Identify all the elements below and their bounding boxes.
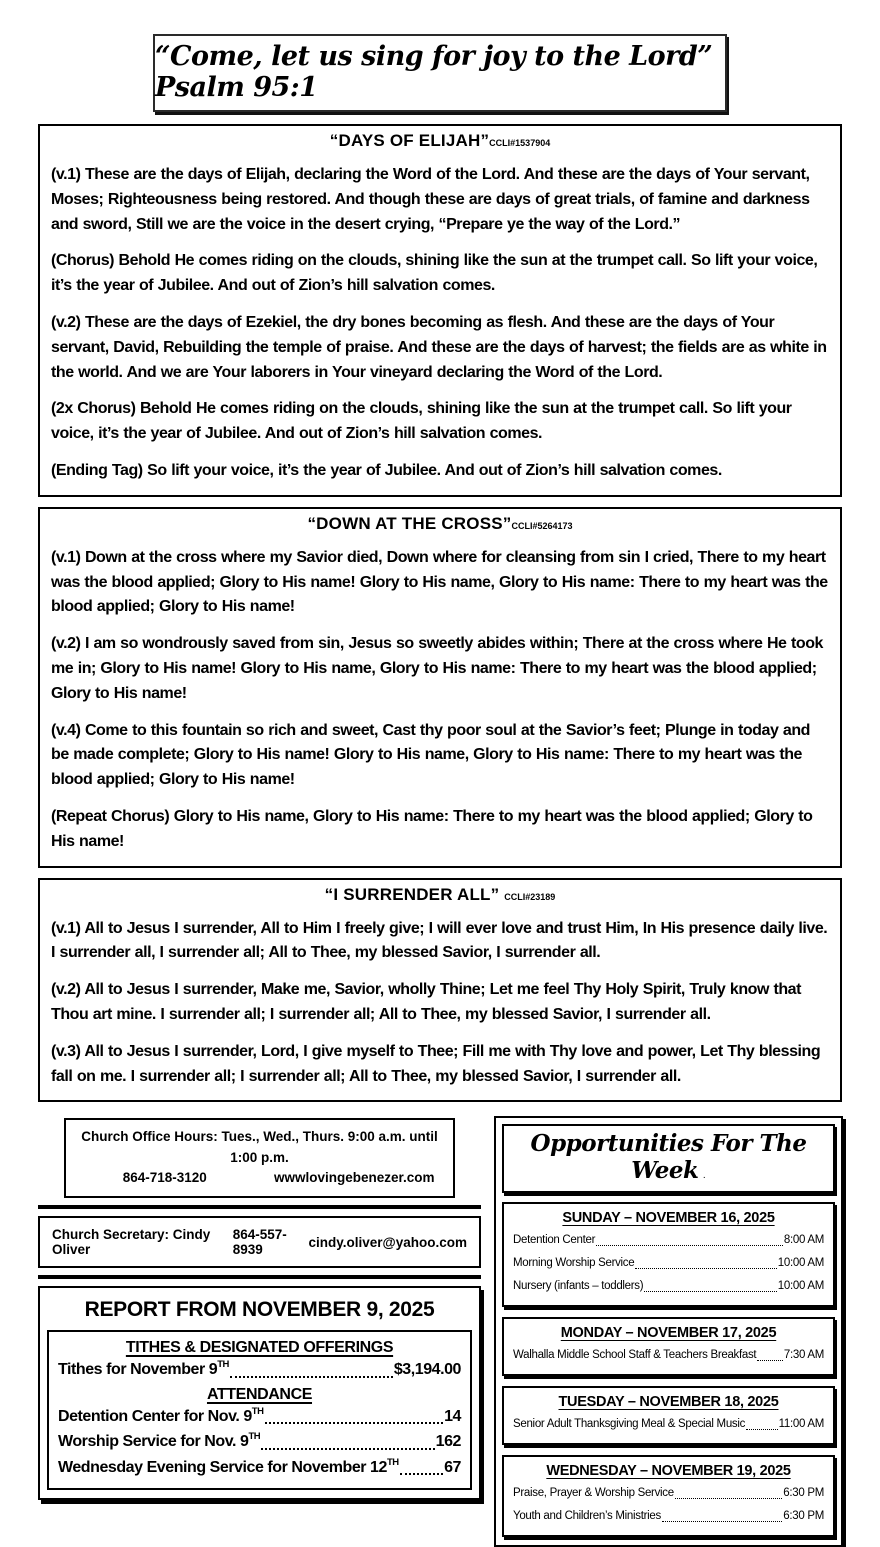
song-lyrics	[51, 163, 829, 484]
song-title: “DOWN AT THE CROSS”	[307, 513, 512, 533]
event-label: Youth and Children’s Ministries	[513, 1510, 661, 1523]
event-label: Senior Adult Thanksgiving Meal & Special Music	[513, 1418, 746, 1431]
event-label: Praise, Prayer & Worship Service	[513, 1487, 674, 1500]
row-label: Wednesday Evening Service for November 12	[58, 1458, 387, 1476]
row-label: Worship Service for Nov. 9	[58, 1433, 249, 1451]
office-website: wwwlovingebenezer.com	[273, 1169, 435, 1185]
dot-leader	[635, 1268, 776, 1269]
event-label: Detention Center	[513, 1234, 596, 1247]
row-value: 162	[435, 1433, 461, 1451]
day-heading: SUNDAY – NOVEMBER 16, 2025	[562, 1210, 775, 1227]
scripture-banner	[153, 34, 727, 112]
attendance-row	[58, 1429, 461, 1455]
row-value: 14	[444, 1407, 461, 1425]
event-row	[513, 1413, 824, 1436]
song-title-row	[51, 514, 829, 534]
church-info-column	[38, 1116, 481, 1500]
dot-leader	[400, 1473, 443, 1475]
row-label: Detention Center for Nov. 9	[58, 1407, 252, 1425]
row-ordinal: TH	[248, 1431, 261, 1443]
song-title-row	[51, 131, 829, 151]
attendance-heading: ATTENDANCE	[206, 1385, 313, 1403]
attendance-rows	[58, 1404, 461, 1481]
day-box-sunday	[502, 1202, 835, 1307]
dot-leader	[265, 1422, 444, 1424]
lyric-paragraph: (v.2) These are the days of Ezekiel, the dry bones becoming as flesh. And these are the days of Your servant, David, Rebuilding the temple of praise. And these are the days of harvest; the fields are as white in the world. And we are Your laborers in Your vineyard declaring the Word of the Lord.	[51, 313, 827, 381]
office-contact-row	[70, 1168, 449, 1188]
row-ordinal: TH	[386, 1456, 399, 1468]
row-ordinal: TH	[217, 1359, 229, 1371]
dot-leader	[662, 1521, 782, 1522]
dot-leader	[644, 1291, 777, 1292]
day-events	[513, 1344, 824, 1367]
lyric-paragraph: (v.2) All to Jesus I surrender, Make me, Savior, wholly Thine; Let me feel Thy Holy Spirit, Truly know that Thou art mine. I surrender all; I surrender all; All to Thee, my blessed Savior, I surrender all.	[51, 981, 801, 1023]
event-row	[513, 1344, 824, 1367]
day-box-tuesday	[502, 1386, 835, 1445]
secretary-phone: 864-557-8939	[232, 1227, 287, 1258]
secretary-email: cindy.oliver@yahoo.com	[308, 1234, 467, 1250]
day-events	[513, 1482, 824, 1528]
bottom-section	[38, 1116, 842, 1547]
day-events	[513, 1413, 824, 1436]
event-label: Nursery (infants – toddlers)	[513, 1280, 644, 1293]
tithes-rows	[58, 1357, 461, 1383]
event-row	[513, 1482, 824, 1505]
office-hours-box	[64, 1118, 455, 1198]
event-time: 6:30 PM	[783, 1487, 824, 1500]
lyric-paragraph: (v.1) Down at the cross where my Savior died, Down where for cleansing from sin I cried, There to my heart was the blood applied; Glory to His name! Glory to His name, Glory to His name: There to my heart was the blood applied; Glory to His name!	[51, 548, 828, 616]
ccli-number: CCLI#1537904	[489, 138, 551, 148]
song-box-days-of-elijah	[38, 124, 842, 497]
divider-rule	[38, 1275, 481, 1279]
secretary-box	[38, 1216, 481, 1268]
dot-leader	[746, 1429, 778, 1430]
song-box-i-surrender-all	[38, 878, 842, 1103]
row-ordinal: TH	[251, 1405, 264, 1417]
scripture-banner-text: “Come, let us sing for joy to the Lord” Psalm 95:1	[155, 41, 713, 103]
dot-leader	[675, 1498, 782, 1499]
attendance-row	[58, 1404, 461, 1430]
day-events	[513, 1229, 824, 1298]
song-title: “I SURRENDER ALL”	[324, 884, 500, 904]
dot-leader	[230, 1376, 393, 1378]
lyric-paragraph: (Chorus) Behold He comes riding on the clouds, shining like the sun at the trumpet call. So lift your voice, it’s the year of Jubilee. And out of Zion’s hill salvation comes.	[51, 252, 818, 295]
lyric-paragraph: (Ending Tag) So lift your voice, it’s the year of Jubilee. And out of Zion’s hill salvation comes.	[51, 461, 722, 479]
song-box-down-at-the-cross	[38, 507, 842, 868]
dot-leader	[757, 1360, 783, 1361]
tithes-row	[58, 1357, 461, 1383]
event-row	[513, 1229, 824, 1252]
event-row	[513, 1275, 824, 1298]
opportunities-column	[494, 1116, 843, 1547]
row-value: 67	[444, 1458, 461, 1476]
lyric-paragraph: (v.1) These are the days of Elijah, declaring the Word of the Lord. And these are the days of Your servant, Moses; Righteousness being restored. And though these are days of great trials, of famine and darkness and sword, Still we are the voice in the desert crying, “Prepare ye the way of the Lord.”	[51, 166, 810, 233]
day-heading: WEDNESDAY – NOVEMBER 19, 2025	[546, 1463, 791, 1480]
lyric-paragraph: (Repeat Chorus) Glory to His name, Glory to His name: There to my heart was the blood applied; Glory to His name!	[51, 807, 813, 850]
lyric-paragraph: (v.2) I am so wondrously saved from sin, Jesus so sweetly abides within; There at the cross where He took me in; Glory to His name! Glory to His name, Glory to His name: There to my heart was the blood applied; Glory to His name!	[51, 635, 823, 702]
opportunities-title: Opportunities For The Week	[530, 1130, 807, 1185]
day-heading: TUESDAY – NOVEMBER 18, 2025	[558, 1394, 779, 1411]
opportunities-title-box	[502, 1124, 835, 1193]
event-row	[513, 1252, 824, 1275]
event-time: 11:00 AM	[778, 1418, 824, 1431]
lyric-paragraph: (v.4) Come to this fountain so rich and sweet, Cast thy poor soul at the Savior’s feet; Plunge in today and be made complete; Glory to His name! Glory to His name, Glory to His name: There to my heart was the blood applied; Glory to His name!	[51, 721, 810, 789]
lyric-paragraph: (v.1) All to Jesus I surrender, All to Him I freely give; I will ever love and trust Him, In His presence daily live. I surrender all, I surrender all; All to Thee, my blessed Savior, I surrender all.	[51, 919, 828, 962]
dot-leader	[261, 1448, 434, 1450]
event-time: 8:00 AM	[783, 1234, 824, 1247]
event-row	[513, 1505, 824, 1528]
ccli-number: CCLI#5264173	[511, 520, 573, 531]
day-heading: MONDAY – NOVEMBER 17, 2025	[560, 1325, 777, 1342]
office-hours-line: Church Office Hours: Tues., Wed., Thurs. 9:00 a.m. until 1:00 p.m.	[81, 1129, 438, 1165]
secretary-name: Church Secretary: Cindy Oliver	[52, 1227, 211, 1258]
day-box-monday	[502, 1317, 835, 1376]
report-box	[38, 1286, 481, 1500]
event-label: Morning Worship Service	[513, 1257, 635, 1270]
song-title-row	[51, 885, 829, 905]
song-lyrics	[51, 546, 829, 855]
office-phone: 864-718-3120	[122, 1169, 207, 1185]
report-inner-box	[47, 1330, 472, 1490]
bulletin-page	[0, 34, 880, 1523]
event-time: 7:30 AM	[783, 1349, 824, 1362]
divider-rule	[38, 1205, 481, 1209]
song-lyrics	[51, 917, 829, 1090]
report-title: REPORT FROM NOVEMBER 9, 2025	[84, 1298, 435, 1322]
dot-leader	[596, 1245, 783, 1246]
lyric-paragraph: (v.3) All to Jesus I surrender, Lord, I give myself to Thee; Fill me with Thy love and power, Let Thy blessing fall on me. I surrender all; I surrender all; All to Thee, my blessed Savior, I surrender all.	[51, 1042, 821, 1085]
lyric-paragraph: (2x Chorus) Behold He comes riding on the clouds, shining like the sun at the trumpet call. So lift your voice, it’s the year of Jubilee. And out of Zion’s hill salvation comes.	[51, 400, 792, 443]
row-value: $3,194.00	[393, 1361, 461, 1379]
event-time: 6:30 PM	[783, 1510, 824, 1523]
row-label: Tithes for November 9	[58, 1361, 218, 1379]
tithes-heading: TITHES & DESIGNATED OFFERINGS	[125, 1339, 394, 1357]
opportunities-title-mark: .	[702, 1170, 706, 1182]
song-title: “DAYS OF ELIJAH”	[329, 131, 490, 150]
ccli-number: CCLI#23189	[504, 891, 556, 902]
attendance-row	[58, 1455, 461, 1481]
event-label: Walhalla Middle School Staff & Teachers Breakfast	[513, 1349, 757, 1362]
event-time: 10:00 AM	[777, 1280, 824, 1293]
event-time: 10:00 AM	[777, 1257, 824, 1270]
day-box-wednesday	[502, 1455, 835, 1537]
